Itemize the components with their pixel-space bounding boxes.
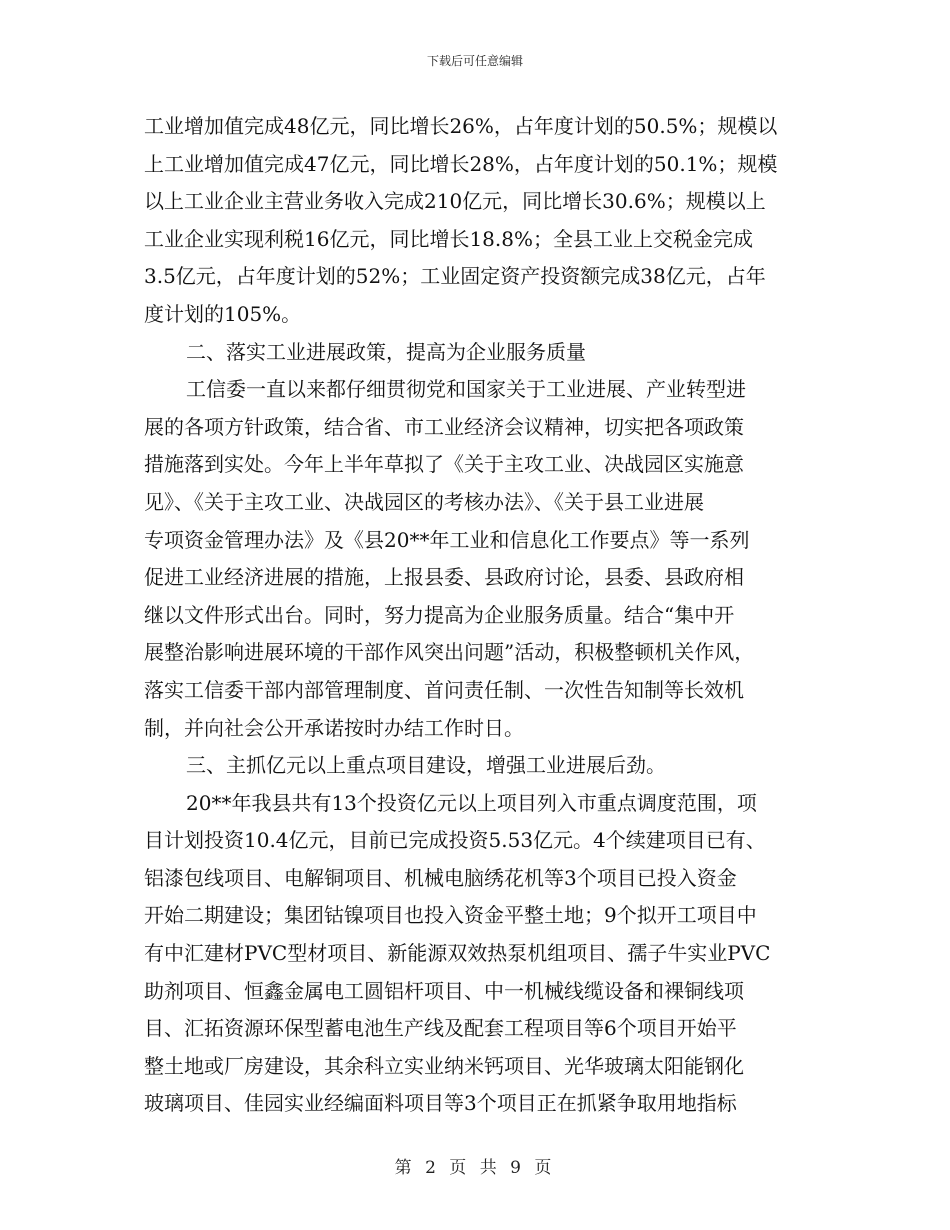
text-line: 目、汇拓资源环保型蓄电池生产线及配套工程项目等6个项目开始平 (144, 1016, 737, 1041)
text-line: 助剂项目、恒鑫金属电工圆铝杆项目、中一机械线缆设备和裸铜线项 (144, 978, 744, 1003)
text-line: 见》、《关于主攻工业、决战园区的考核办法》、《关于县工业进展 (144, 489, 704, 514)
text-line: 制，并向社会公开承诺按时办结工作时日。 (144, 715, 524, 740)
document-body (144, 108, 808, 1123)
text-line: 度计划的105%。 (144, 301, 302, 326)
text-line: 专项资金管理办法》及《县20**年工业和信息化工作要点》等一系列 (144, 527, 750, 552)
text-line: 促进工业经济进展的措施，上报县委、县政府讨论，县委、县政府相 (144, 565, 744, 590)
page-footer: 第 2 页 共 9 页 (394, 1158, 556, 1178)
text-line: 有中汇建材PVC型材项目、新能源双效热泵机组项目、孺子牛实业PVC (144, 941, 771, 966)
text-line: 铝漆包线项目、电解铜项目、机械电脑绣花机等3个项目已投入资金 (144, 865, 737, 890)
text-line: 玻璃项目、佳园实业经编面料项目等3个项目正在抓紧争取用地指标 (144, 1091, 737, 1116)
text-line: 工业增加值完成48亿元，同比增长26%，占年度计划的50.5%；规模以 (144, 114, 778, 138)
text-line: 展的各项方针政策，结合省、市工业经济会议精神，切实把各项政策 (144, 414, 744, 439)
text-line: 展整治影响进展环境的干部作风突出问题”活动，积极整顿机关作风， (144, 640, 755, 665)
page-header: 下载后可任意编辑 (426, 54, 523, 68)
text-line: 20**年我县共有13个投资亿元以上项目列入市重点调度范围，项 (186, 790, 757, 815)
text-line: 落实工信委干部内部管理制度、首问责任制、一次性告知制等长效机 (144, 677, 744, 702)
text-line: 继以文件形式出台。同时，努力提高为企业服务质量。结合“集中开 (144, 602, 735, 627)
text-line: 整土地或厂房建设，其余科立实业纳米钙项目、光华玻璃太阳能钢化 (144, 1053, 744, 1078)
text-line: 上工业增加值完成47亿元，同比增长28%，占年度计划的50.1%；规模 (144, 151, 778, 176)
text-line: 3.5亿元，占年度计划的52%；工业固定资产投资额完成38亿元，占年 (144, 264, 766, 289)
text-line: 目计划投资10.4亿元，目前已完成投资5.53亿元。4个续建项目已有、 (144, 828, 766, 853)
text-line: 工信委一直以来都仔细贯彻党和国家关于工业进展、产业转型进 (186, 377, 746, 402)
text-line: 二、落实工业进展政策，提高为企业服务质量 (186, 339, 586, 364)
text-line: 措施落到实处。今年上半年草拟了《关于主攻工业、决战园区实施意 (144, 452, 744, 477)
text-line: 工业企业实现利税16亿元，同比增长18.8%；全县工业上交税金完成 (144, 226, 753, 251)
text-line: 开始二期建设；集团钴镍项目也投入资金平整土地；9个拟开工项目中 (144, 903, 757, 928)
text-line: 以上工业企业主营业务收入完成210亿元，同比增长30.6%；规模以上 (144, 189, 766, 214)
text-line: 三、主抓亿元以上重点项目建设，增强工业进展后劲。 (186, 753, 666, 778)
